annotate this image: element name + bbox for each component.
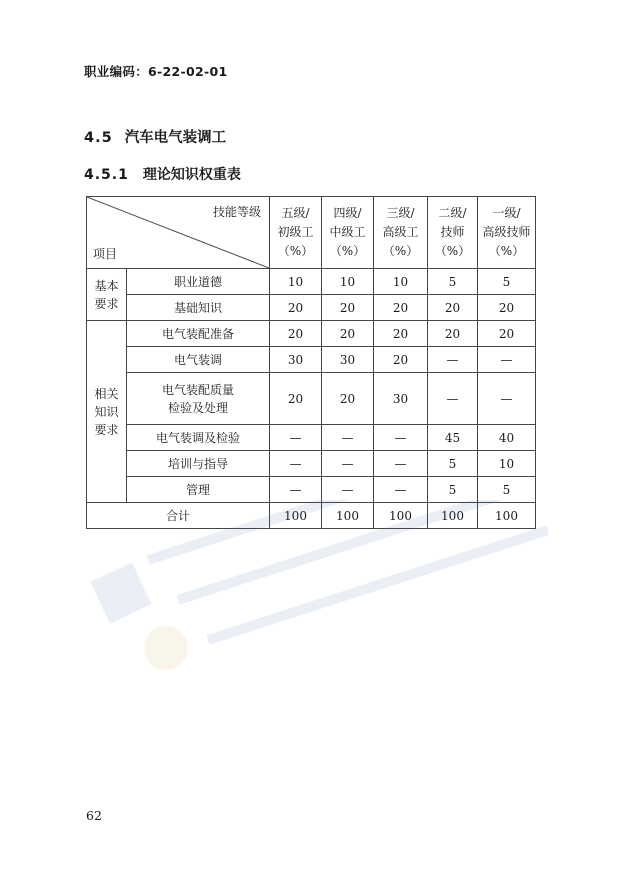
value-cell: 20 — [270, 295, 322, 321]
level-header-line: 五级/ — [281, 206, 310, 220]
category-label-line: 相关 — [94, 386, 119, 401]
corner-header-cell — [87, 197, 270, 269]
occupation-code: 职业编码：6-22-02-01 — [84, 64, 228, 79]
level-header-5 — [270, 197, 322, 269]
category-label-line: 要求 — [94, 296, 119, 311]
value-cell: 30 — [374, 373, 428, 425]
category-label-line: 知识 — [94, 404, 119, 419]
value-cell: — — [428, 347, 478, 373]
value-cell: — — [270, 477, 322, 503]
value-cell: — — [478, 347, 536, 373]
total-value: 100 — [428, 503, 478, 529]
value-cell: 20 — [478, 321, 536, 347]
value-cell: — — [374, 425, 428, 451]
section-heading — [84, 126, 226, 147]
item-name-line: 检验及处理 — [167, 400, 228, 415]
value-cell: — — [322, 425, 374, 451]
level-header-line: （%） — [488, 244, 525, 258]
total-label: 合计 — [87, 503, 270, 529]
value-cell: 5 — [428, 451, 478, 477]
table-header-row — [87, 197, 536, 269]
item-name: 基础知识 — [127, 295, 270, 321]
table-row — [87, 269, 536, 295]
total-value: 100 — [478, 503, 536, 529]
theory-weight-table — [86, 196, 536, 529]
value-cell: 20 — [270, 321, 322, 347]
subsection-number: 4.5.1 — [84, 167, 129, 183]
value-cell: 20 — [374, 295, 428, 321]
level-header-line: 三级/ — [386, 206, 415, 220]
item-name — [127, 373, 270, 425]
item-name: 管理 — [127, 477, 270, 503]
table-row — [87, 347, 536, 373]
value-cell: — — [322, 451, 374, 477]
table-row — [87, 451, 536, 477]
value-cell: 20 — [374, 347, 428, 373]
value-cell: — — [322, 477, 374, 503]
value-cell: 45 — [428, 425, 478, 451]
table-row — [87, 477, 536, 503]
value-cell: 20 — [428, 321, 478, 347]
item-name-line: 电气装配质量 — [161, 382, 234, 397]
value-cell: 5 — [478, 269, 536, 295]
level-header-line: （%） — [329, 244, 366, 258]
table-row — [87, 321, 536, 347]
value-cell: 20 — [322, 295, 374, 321]
item-name: 电气装配准备 — [127, 321, 270, 347]
corner-bottom-label: 项目 — [93, 247, 118, 261]
item-name: 培训与指导 — [127, 451, 270, 477]
total-value: 100 — [270, 503, 322, 529]
value-cell: 10 — [478, 451, 536, 477]
total-value: 100 — [374, 503, 428, 529]
value-cell: 20 — [478, 295, 536, 321]
level-header-3 — [374, 197, 428, 269]
value-cell: — — [374, 477, 428, 503]
level-header-line: （%） — [277, 244, 314, 258]
level-header-line: （%） — [382, 244, 419, 258]
value-cell: 20 — [428, 295, 478, 321]
level-header-line: （%） — [434, 244, 471, 258]
subsection-title: 理论知识权重表 — [142, 167, 241, 183]
section-title: 汽车电气装调工 — [124, 130, 227, 146]
category-related-knowledge — [87, 321, 127, 503]
value-cell: 5 — [428, 269, 478, 295]
value-cell: 5 — [478, 477, 536, 503]
value-cell: 10 — [322, 269, 374, 295]
value-cell: — — [374, 451, 428, 477]
page-number: 62 — [86, 808, 102, 823]
level-header-line: 技师 — [440, 225, 465, 239]
value-cell: 10 — [270, 269, 322, 295]
value-cell: 30 — [270, 347, 322, 373]
value-cell: 30 — [322, 347, 374, 373]
item-name: 职业道德 — [127, 269, 270, 295]
category-label-line: 基本 — [94, 278, 119, 293]
value-cell: 20 — [270, 373, 322, 425]
level-header-line: 四级/ — [333, 206, 362, 220]
subsection-heading — [84, 164, 241, 184]
level-header-1 — [478, 197, 536, 269]
level-header-2 — [428, 197, 478, 269]
item-name: 电气装调 — [127, 347, 270, 373]
table-row — [87, 425, 536, 451]
section-number: 4.5 — [84, 130, 113, 146]
value-cell: — — [270, 425, 322, 451]
level-header-4 — [322, 197, 374, 269]
value-cell: 40 — [478, 425, 536, 451]
category-label-line: 要求 — [94, 422, 119, 437]
level-header-line: 一级/ — [492, 206, 521, 220]
level-header-line: 高级工 — [382, 225, 419, 239]
total-value: 100 — [322, 503, 374, 529]
level-header-line: 高级技师 — [482, 225, 531, 239]
value-cell: 20 — [322, 373, 374, 425]
value-cell: 10 — [374, 269, 428, 295]
value-cell: — — [478, 373, 536, 425]
level-header-line: 初级工 — [277, 225, 314, 239]
value-cell: 20 — [374, 321, 428, 347]
value-cell: — — [428, 373, 478, 425]
category-basic-requirements — [87, 269, 127, 321]
item-name: 电气装调及检验 — [127, 425, 270, 451]
table-row — [87, 295, 536, 321]
value-cell: 5 — [428, 477, 478, 503]
level-header-line: 二级/ — [438, 206, 467, 220]
value-cell: — — [270, 451, 322, 477]
level-header-line: 中级工 — [329, 225, 366, 239]
table-row — [87, 373, 536, 425]
total-row — [87, 503, 536, 529]
corner-top-label: 技能等级 — [212, 205, 261, 219]
value-cell: 20 — [322, 321, 374, 347]
watermark-emblem-icon — [90, 562, 188, 670]
